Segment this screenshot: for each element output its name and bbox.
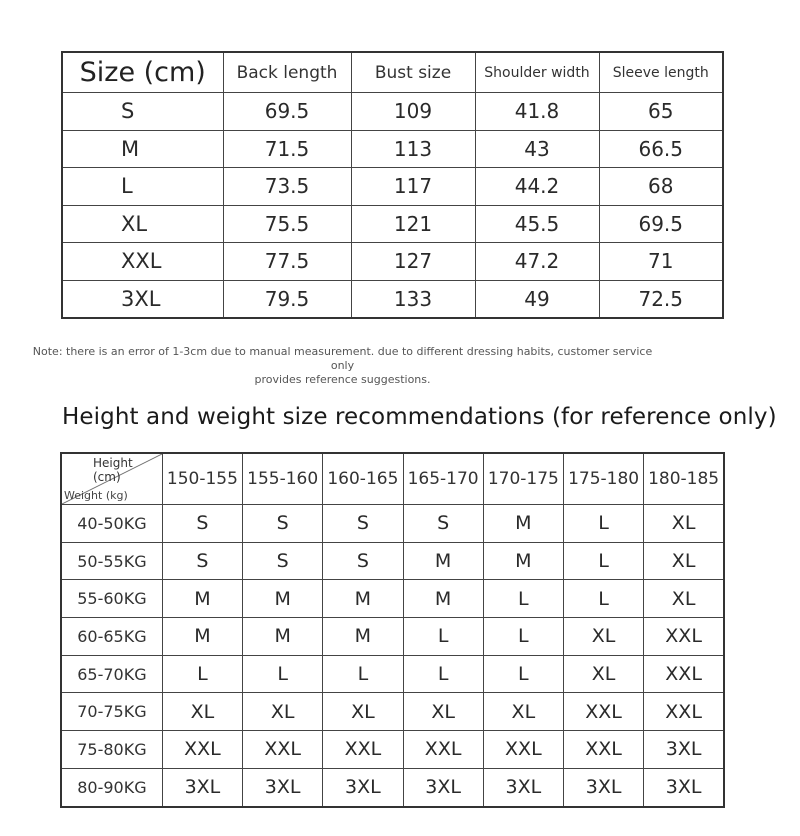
measurement-cell: 71.5: [223, 130, 351, 168]
recommended-size-cell: L: [243, 655, 323, 693]
recommended-size-cell: XXL: [323, 731, 403, 769]
recommended-size-cell: XXL: [563, 693, 643, 731]
recommendation-table-body: [61, 505, 724, 807]
size-label-cell: 3XL: [62, 280, 223, 318]
height-range-header: 180-185: [644, 453, 724, 505]
weight-row: [61, 542, 724, 580]
recommended-size-cell: XL: [323, 693, 403, 731]
recommended-size-cell: S: [243, 542, 323, 580]
measurement-cell: 66.5: [599, 130, 723, 168]
recommended-size-cell: M: [323, 618, 403, 656]
weight-row: [61, 618, 724, 656]
recommended-size-cell: M: [483, 505, 563, 543]
recommended-size-cell: XL: [243, 693, 323, 731]
recommended-size-cell: XXL: [644, 693, 724, 731]
size-measurement-table: [61, 51, 724, 319]
recommended-size-cell: S: [162, 542, 242, 580]
recommended-size-cell: XL: [644, 542, 724, 580]
weight-range-cell: 40-50KG: [61, 505, 162, 543]
recommended-size-cell: XXL: [243, 731, 323, 769]
size-row: [62, 93, 723, 131]
size-label-cell: S: [62, 93, 223, 131]
measurement-cell: 75.5: [223, 205, 351, 243]
height-range-header: 150-155: [162, 453, 242, 505]
recommended-size-cell: 3XL: [243, 768, 323, 806]
weight-row: [61, 693, 724, 731]
weight-row: [61, 655, 724, 693]
measurement-cell: 71: [599, 243, 723, 281]
recommended-size-cell: XL: [403, 693, 483, 731]
back-length-header: Back length: [223, 52, 351, 93]
recommended-size-cell: L: [403, 618, 483, 656]
measurement-cell: 113: [351, 130, 475, 168]
measurement-cell: 45.5: [475, 205, 599, 243]
measurement-cell: 47.2: [475, 243, 599, 281]
weight-row: [61, 768, 724, 806]
weight-range-cell: 60-65KG: [61, 618, 162, 656]
size-row: [62, 243, 723, 281]
height-range-header: 175-180: [563, 453, 643, 505]
recommended-size-cell: XXL: [563, 731, 643, 769]
size-label-cell: M: [62, 130, 223, 168]
measurement-cell: 77.5: [223, 243, 351, 281]
recommended-size-cell: L: [483, 618, 563, 656]
recommended-size-cell: L: [162, 655, 242, 693]
size-label-cell: XL: [62, 205, 223, 243]
measurement-cell: 73.5: [223, 168, 351, 206]
recommended-size-cell: 3XL: [162, 768, 242, 806]
measurement-cell: 109: [351, 93, 475, 131]
recommended-size-cell: XXL: [403, 731, 483, 769]
note-line-1: Note: there is an error of 1-3cm due to manual measurement. due to different dressing habits, customer service only: [32, 345, 653, 372]
size-row: [62, 168, 723, 206]
recommended-size-cell: L: [563, 542, 643, 580]
height-range-header: 160-165: [323, 453, 403, 505]
measurement-cell: 72.5: [599, 280, 723, 318]
recommended-size-cell: S: [323, 505, 403, 543]
corner-weight-label: Weight (kg): [64, 489, 128, 502]
recommended-size-cell: M: [243, 618, 323, 656]
measurement-cell: 44.2: [475, 168, 599, 206]
recommendation-header-row: [61, 453, 724, 505]
recommended-size-cell: 3XL: [644, 768, 724, 806]
weight-range-cell: 50-55KG: [61, 542, 162, 580]
measurement-cell: 133: [351, 280, 475, 318]
measurement-cell: 43: [475, 130, 599, 168]
recommended-size-cell: L: [563, 505, 643, 543]
recommended-size-cell: XL: [644, 580, 724, 618]
recommendation-title: Height and weight size recommendations (for reference only): [62, 404, 777, 430]
recommended-size-cell: XXL: [644, 618, 724, 656]
size-table-body: [62, 93, 723, 319]
measurement-cell: 65: [599, 93, 723, 131]
size-label-cell: XXL: [62, 243, 223, 281]
weight-range-cell: 75-80KG: [61, 731, 162, 769]
recommended-size-cell: M: [243, 580, 323, 618]
height-range-header: 155-160: [243, 453, 323, 505]
recommended-size-cell: L: [323, 655, 403, 693]
size-table-header-row: [62, 52, 723, 93]
recommended-size-cell: XXL: [644, 655, 724, 693]
note-line-2: provides reference suggestions.: [254, 373, 431, 386]
size-column-header: Size (cm): [62, 52, 223, 93]
measurement-cell: 49: [475, 280, 599, 318]
recommended-size-cell: XL: [563, 618, 643, 656]
recommended-size-cell: M: [162, 580, 242, 618]
measurement-note: [20, 345, 665, 387]
measurement-cell: 68: [599, 168, 723, 206]
height-range-header: 170-175: [483, 453, 563, 505]
recommended-size-cell: S: [403, 505, 483, 543]
weight-row: [61, 505, 724, 543]
bust-size-header: Bust size: [351, 52, 475, 93]
measurement-cell: 69.5: [223, 93, 351, 131]
shoulder-width-header: Shoulder width: [475, 52, 599, 93]
measurement-cell: 79.5: [223, 280, 351, 318]
recommended-size-cell: S: [162, 505, 242, 543]
recommended-size-cell: 3XL: [403, 768, 483, 806]
recommended-size-cell: XL: [483, 693, 563, 731]
weight-row: [61, 580, 724, 618]
recommended-size-cell: XXL: [162, 731, 242, 769]
recommended-size-cell: M: [483, 542, 563, 580]
recommended-size-cell: XL: [644, 505, 724, 543]
size-row: [62, 130, 723, 168]
recommended-size-cell: 3XL: [483, 768, 563, 806]
weight-range-cell: 70-75KG: [61, 693, 162, 731]
recommended-size-cell: M: [162, 618, 242, 656]
measurement-cell: 127: [351, 243, 475, 281]
weight-range-cell: 55-60KG: [61, 580, 162, 618]
measurement-cell: 69.5: [599, 205, 723, 243]
recommended-size-cell: M: [403, 542, 483, 580]
recommended-size-cell: L: [403, 655, 483, 693]
recommended-size-cell: L: [483, 655, 563, 693]
size-row: [62, 205, 723, 243]
recommended-size-cell: M: [323, 580, 403, 618]
height-weight-recommendation-table: [60, 452, 725, 808]
measurement-cell: 41.8: [475, 93, 599, 131]
measurement-cell: 121: [351, 205, 475, 243]
corner-height-label: Height (cm): [93, 456, 133, 484]
recommended-size-cell: XXL: [483, 731, 563, 769]
recommended-size-cell: S: [243, 505, 323, 543]
recommended-size-cell: L: [563, 580, 643, 618]
recommended-size-cell: S: [323, 542, 403, 580]
recommended-size-cell: 3XL: [563, 768, 643, 806]
recommended-size-cell: L: [483, 580, 563, 618]
recommended-size-cell: 3XL: [644, 731, 724, 769]
size-row: [62, 280, 723, 318]
sleeve-length-header: Sleeve length: [599, 52, 723, 93]
recommended-size-cell: XL: [563, 655, 643, 693]
weight-range-cell: 80-90KG: [61, 768, 162, 806]
recommended-size-cell: 3XL: [323, 768, 403, 806]
height-range-header: 165-170: [403, 453, 483, 505]
weight-row: [61, 731, 724, 769]
weight-range-cell: 65-70KG: [61, 655, 162, 693]
recommended-size-cell: XL: [162, 693, 242, 731]
diagonal-corner-header: [61, 453, 162, 505]
size-label-cell: L: [62, 168, 223, 206]
measurement-cell: 117: [351, 168, 475, 206]
recommended-size-cell: M: [403, 580, 483, 618]
